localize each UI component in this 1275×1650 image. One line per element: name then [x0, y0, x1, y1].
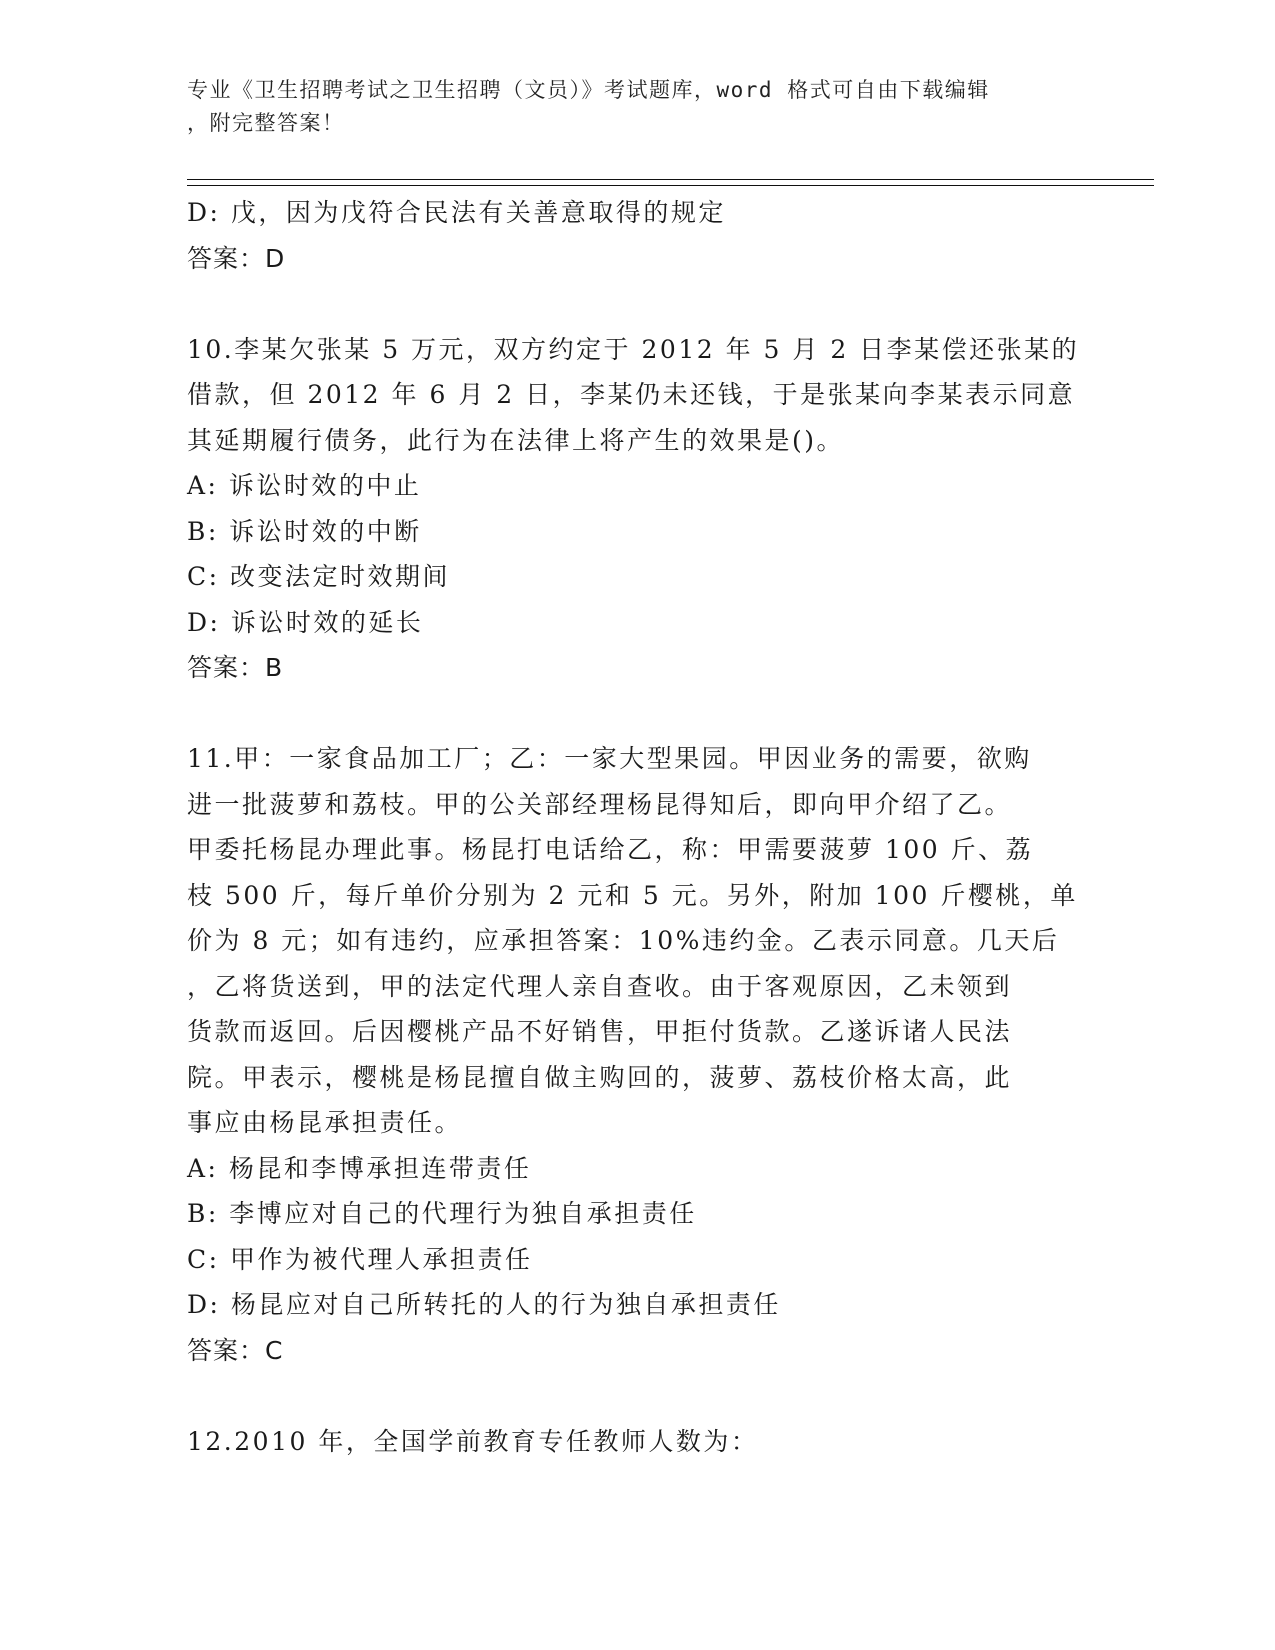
question-text-line: 枝 500 斤，每斤单价分别为 2 元和 5 元。另外，附加 100 斤樱桃，单	[187, 880, 1078, 910]
question-text-line: 10.李某欠张某 5 万元，双方约定于 2012 年 5 月 2 日李某偿还张某的	[187, 334, 1080, 364]
question-10	[187, 327, 1087, 691]
question-text-line: 12.2010 年，全国学前教育专任教师人数为：	[187, 1426, 759, 1456]
question-text-line: ，乙将货送到，甲的法定代理人亲自查收。由于客观原因，乙未领到	[187, 971, 1013, 1001]
option-b: B: 诉讼时效的中断	[187, 516, 422, 546]
question-11	[187, 736, 1087, 1373]
answer-line: 答案：B	[187, 653, 284, 682]
option-c: C: 甲作为被代理人承担责任	[187, 1244, 533, 1274]
previous-question-tail	[187, 190, 1087, 281]
question-text-line: 甲委托杨昆办理此事。杨昆打电话给乙，称：甲需要菠萝 100 斤、荔	[187, 835, 1034, 864]
option-c: C: 改变法定时效期间	[187, 562, 450, 591]
option-b: B: 李博应对自己的代理行为独自承担责任	[187, 1199, 697, 1228]
question-text-line: 价为 8 元；如有违约，应承担答案：10%违约金。乙表示同意。几天后	[187, 926, 1060, 955]
header-rule-bottom	[187, 185, 1154, 186]
header-line-1: 专业《卫生招聘考试之卫生招聘（文员）》考试题库，word 格式可自由下载编辑	[187, 78, 990, 102]
document-header	[187, 74, 1067, 140]
option-a: A: 杨昆和李博承担连带责任	[187, 1153, 532, 1183]
header-rule-top	[187, 179, 1154, 180]
answer-line: 答案：D	[187, 243, 286, 273]
header-line-2: ，附完整答案！	[187, 111, 345, 135]
option-d: D: 杨昆应对自己所转托的人的行为独自承担责任	[187, 1290, 781, 1319]
question-text-line: 货款而返回。后因樱桃产品不好销售，甲拒付货款。乙遂诉诸人民法	[187, 1017, 1013, 1046]
spacer	[187, 1373, 1087, 1419]
answer-line: 答案：C	[187, 1335, 284, 1365]
question-text-line: 进一批菠萝和荔枝。甲的公关部经理杨昆得知后，即向甲介绍了乙。	[187, 789, 1013, 819]
option-a: A: 诉讼时效的中止	[187, 471, 422, 500]
question-text-line: 借款，但 2012 年 6 月 2 日，李某仍未还钱，于是张某向李某表示同意	[187, 380, 1076, 409]
question-text-line: 11.甲：一家食品加工厂；乙：一家大型果园。甲因业务的需要，欲购	[187, 744, 1032, 773]
question-12	[187, 1419, 1087, 1465]
question-text-line: 其延期履行债务，此行为在法律上将产生的效果是()。	[187, 425, 845, 455]
option-d: D: 戊，因为戊符合民法有关善意取得的规定	[187, 198, 726, 227]
option-d: D: 诉讼时效的延长	[187, 607, 424, 637]
spacer	[187, 281, 1087, 327]
spacer	[187, 691, 1087, 737]
question-text-line: 院。甲表示，樱桃是杨昆擅自做主购回的，菠萝、荔枝价格太高，此	[187, 1062, 1013, 1092]
document-body	[187, 190, 1087, 1464]
question-text-line: 事应由杨昆承担责任。	[187, 1108, 463, 1137]
